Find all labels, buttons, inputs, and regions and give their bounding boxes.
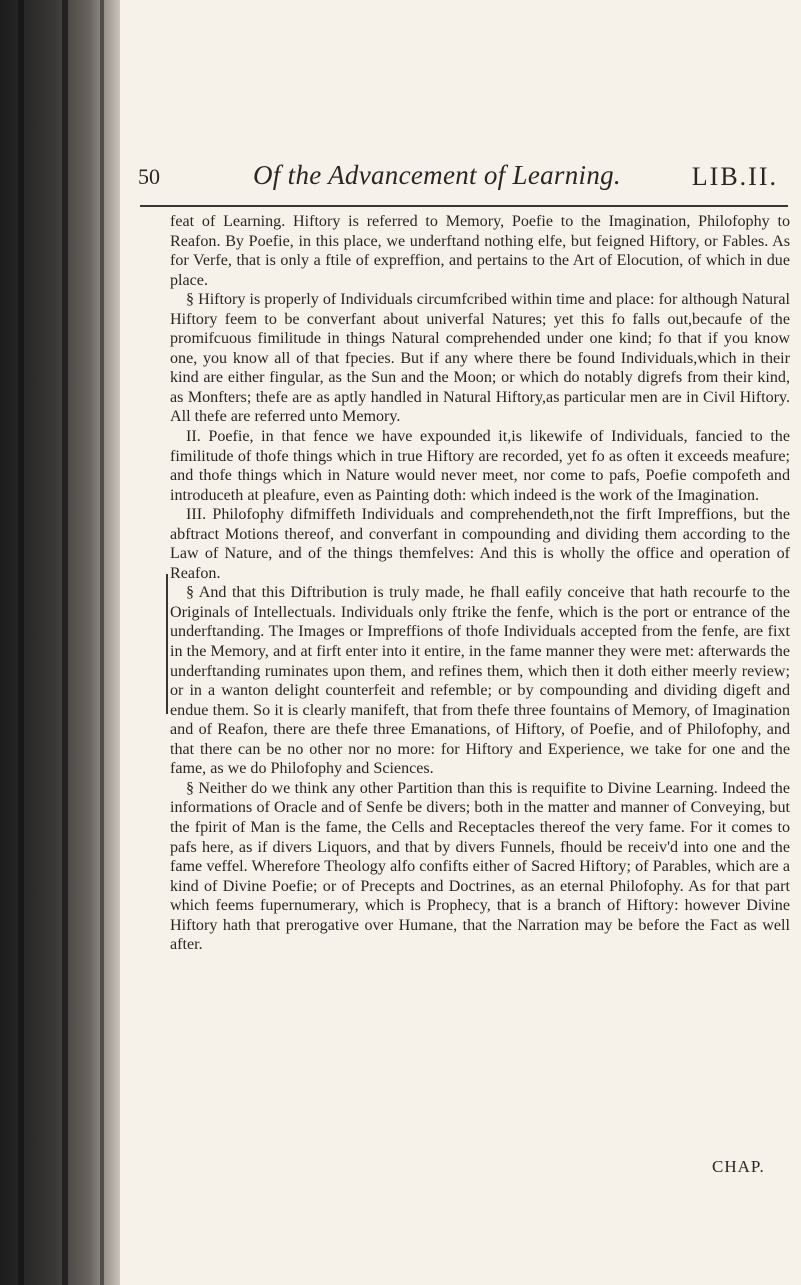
paragraph: feat of Learning. Hiftory is referred to Memory, Poefie to the Imagination, Philofophy to Reafon. By Poefie, in this place, we underftand nothing elfe, but feigned Hiftory, or Fables. As for Verfe, that is only a ftile of expreffion, and pertains to the Art of Elocution, of which in due place. [170,213,790,289]
running-title: Of the Advancement of Learning. [253,160,621,190]
paragraph: II. Poefie, in that fence we have expounded it,is likewife of Individuals, fancied to the fimilitude of thofe things which in true Hiftory are recorded, yet fo as often it exceeds meafure; and thofe things which in Nature would never meet, nor come to pafs, Poefie compofeth and introduceth at pleafure, even as Painting doth: which indeed is the work of the Imagination. [170,428,790,504]
page-number: 50 [138,164,160,189]
book-marker: LIB.II. [691,162,778,191]
paragraph: § Hiftory is properly of Individuals circumfcribed within time and place: for although Natural Hiftory feem to be converfant about univerfal Natures; yet this fo falls out,becaufe of the promifcuous fimilitude in things Natural comprehended under one kind; fo that if you know one, you know all of that fpecies. But if any where there be found Individuals,which in their kind are either fingular, as the Sun and the Moon; or which do notably digrefs from their kind, as Monfters; thefe are as aptly handled in Natural Hiftory,as particular men are in Civil Hiftory. All thefe are referred unto Memory. [170,291,790,426]
paragraph: § And that this Diftribution is truly made, he fhall eafily conceive that hath recourfe to the Originals of Intellectuals. Individuals only ftrike the fenfe, which is the port or entrance of the underftanding. The Images or Impreffions of thofe Individuals accepted from the fenfe, are fixt in the Memory, and at firft enter into it entire, in the fame manner they were met: afterwards the underftanding ruminates upon them, and refines them, which then it doth either meerly review; or in a wanton delight counterfeit and refemble; or by compounding and dividing digeft and endue them. So it is clearly manifeft, that from thefe three fountains of Memory, of Imagination and of Reafon, there are thefe three Emanations, of Hiftory, of Poefie, and of Philofophy, and that there can be no other nor no more: for Hiftory and Experience, we take for one and the fame, as we do Philofophy and Sciences. [170,584,790,778]
paragraph: III. Philofophy difmiffeth Individuals and comprehendeth,not the firft Impreffions, but the abftract Motions thereof, and converfant in compounding and dividing them according to the Law of Nature, and of the things themfelves: And this is wholly the office and operation of Reafon. [170,506,790,582]
book-binding-shadow [0,0,140,1285]
binding-stripe [100,0,104,1285]
paragraph: § Neither do we think any other Partition than this is requifite to Divine Learning. Indeed the informations of Oracle and of Senfe be divers; both in the matter and manner of Conveying, but the fpirit of Man is the fame, the Cells and Receptacles thereof the very fame. For it comes to pafs here, as if divers Liquors, and that by divers Funnels, fhould be receiv'd into one and the fame veffel. Wherefore Theology alfo confifts either of Sacred Hiftory; of Parables, which are a kind of Divine Poefie; or of Precepts and Doctrines, as an eternal Philofophy. As for that part which feems fupernumerary, which is Prophecy, that is a branch of Hiftory: however Divine Hiftory hath that prerogative over Humane, that the Narration may be before the Fact as well after. [170,779,790,954]
body-text [170,212,790,955]
page-header [138,160,798,202]
binding-stripe [62,0,68,1285]
binding-stripe [18,0,24,1285]
catchword: CHAP. [712,1157,765,1176]
header-rule [140,205,788,207]
